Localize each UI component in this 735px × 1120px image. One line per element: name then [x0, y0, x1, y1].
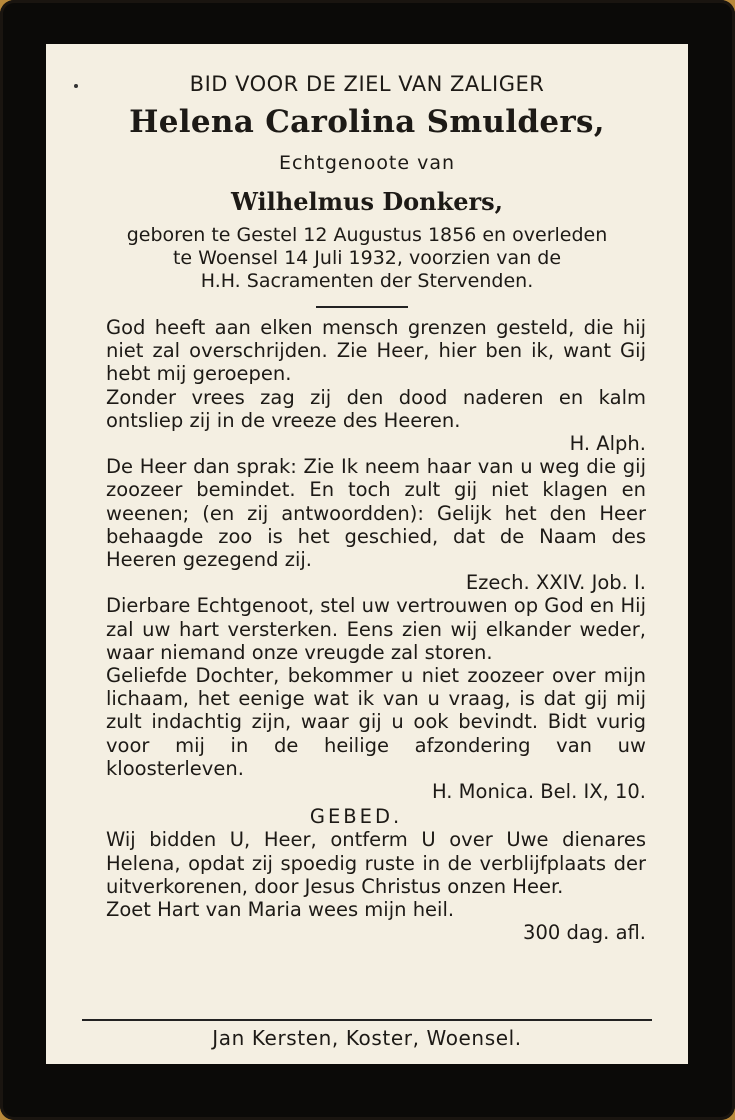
memorial-text [106, 316, 646, 944]
reference-1: H. Alph. [569, 432, 646, 456]
spouse-name: Wilhelmus Donkers, [231, 187, 503, 216]
birth-line-2: te Woensel 14 Juli 1932, voorzien van de [172, 247, 562, 269]
divider-long [82, 1019, 652, 1021]
spouse-label: Echtgenoote van [278, 152, 456, 174]
heading-prayer-line: BID VOOR DE ZIEL VAN ZALIGER [189, 72, 545, 96]
paragraph-2: Zonder vrees zag zij den dood naderen en kalm ontsliep zij in de vreeze des Heeren. [106, 385, 646, 432]
paragraph-7: Zoet Hart van Maria wees mijn heil. [106, 898, 455, 922]
divider-short [316, 306, 408, 308]
paragraph-6: Wij bidden U, Heer, ontferm U over Uwe dienares Helena, opdat zij spoedig ruste in de verblijfplaats der uitverkorenen, door Jesus Christus onzen Heer. [106, 828, 646, 898]
memorial-card [46, 44, 688, 1064]
indulgence: 300 dag. afl. [523, 921, 646, 945]
paragraph-1: God heeft aan elken mensch grenzen gesteld, die hij niet zal overschrijden. Zie Heer, hier ben ik, want Gij hebt mij geroepen. [106, 316, 646, 386]
birth-line-3: H.H. Sacramenten der Stervenden. [200, 270, 534, 292]
birth-line-1: geboren te Gestel 12 Augustus 1856 en overleden [126, 224, 608, 246]
paragraph-5: Geliefde Dochter, bekommer u niet zoozeer over mijn lichaam, het eenige wat ik van u vraag, is dat gij mij zult indachtig zijn, waar gij u ook bevindt. Bidt vurig voor mij in de heilige afzondering van uw kloosterleven. [106, 664, 646, 780]
deceased-name: Helena Carolina Smulders, [129, 104, 605, 140]
paragraph-3: De Heer dan sprak: Zie Ik neem haar van u weg die gij zoozeer bemindet. En toch zult gij niet klagen en weenen; (en zij antwoordden): Gelijk het den Heer behaagde zoo is het geschied, dat de Naam des Heeren gezegend zij. [106, 455, 646, 572]
prayer-title: GEBED. [309, 805, 403, 829]
reference-3: H. Monica. Bel. IX, 10. [431, 780, 646, 804]
paragraph-4: Dierbare Echtgenoot, stel uw vertrouwen op God en Hij zal uw hart versterken. Eens zien wij elkander weder, waar niemand onze vreugde zal storen. [106, 594, 646, 664]
printer-line: Jan Kersten, Koster, Woensel. [212, 1026, 522, 1050]
reference-2: Ezech. XXIV. Job. I. [465, 571, 646, 595]
birth-death-details [46, 224, 688, 293]
